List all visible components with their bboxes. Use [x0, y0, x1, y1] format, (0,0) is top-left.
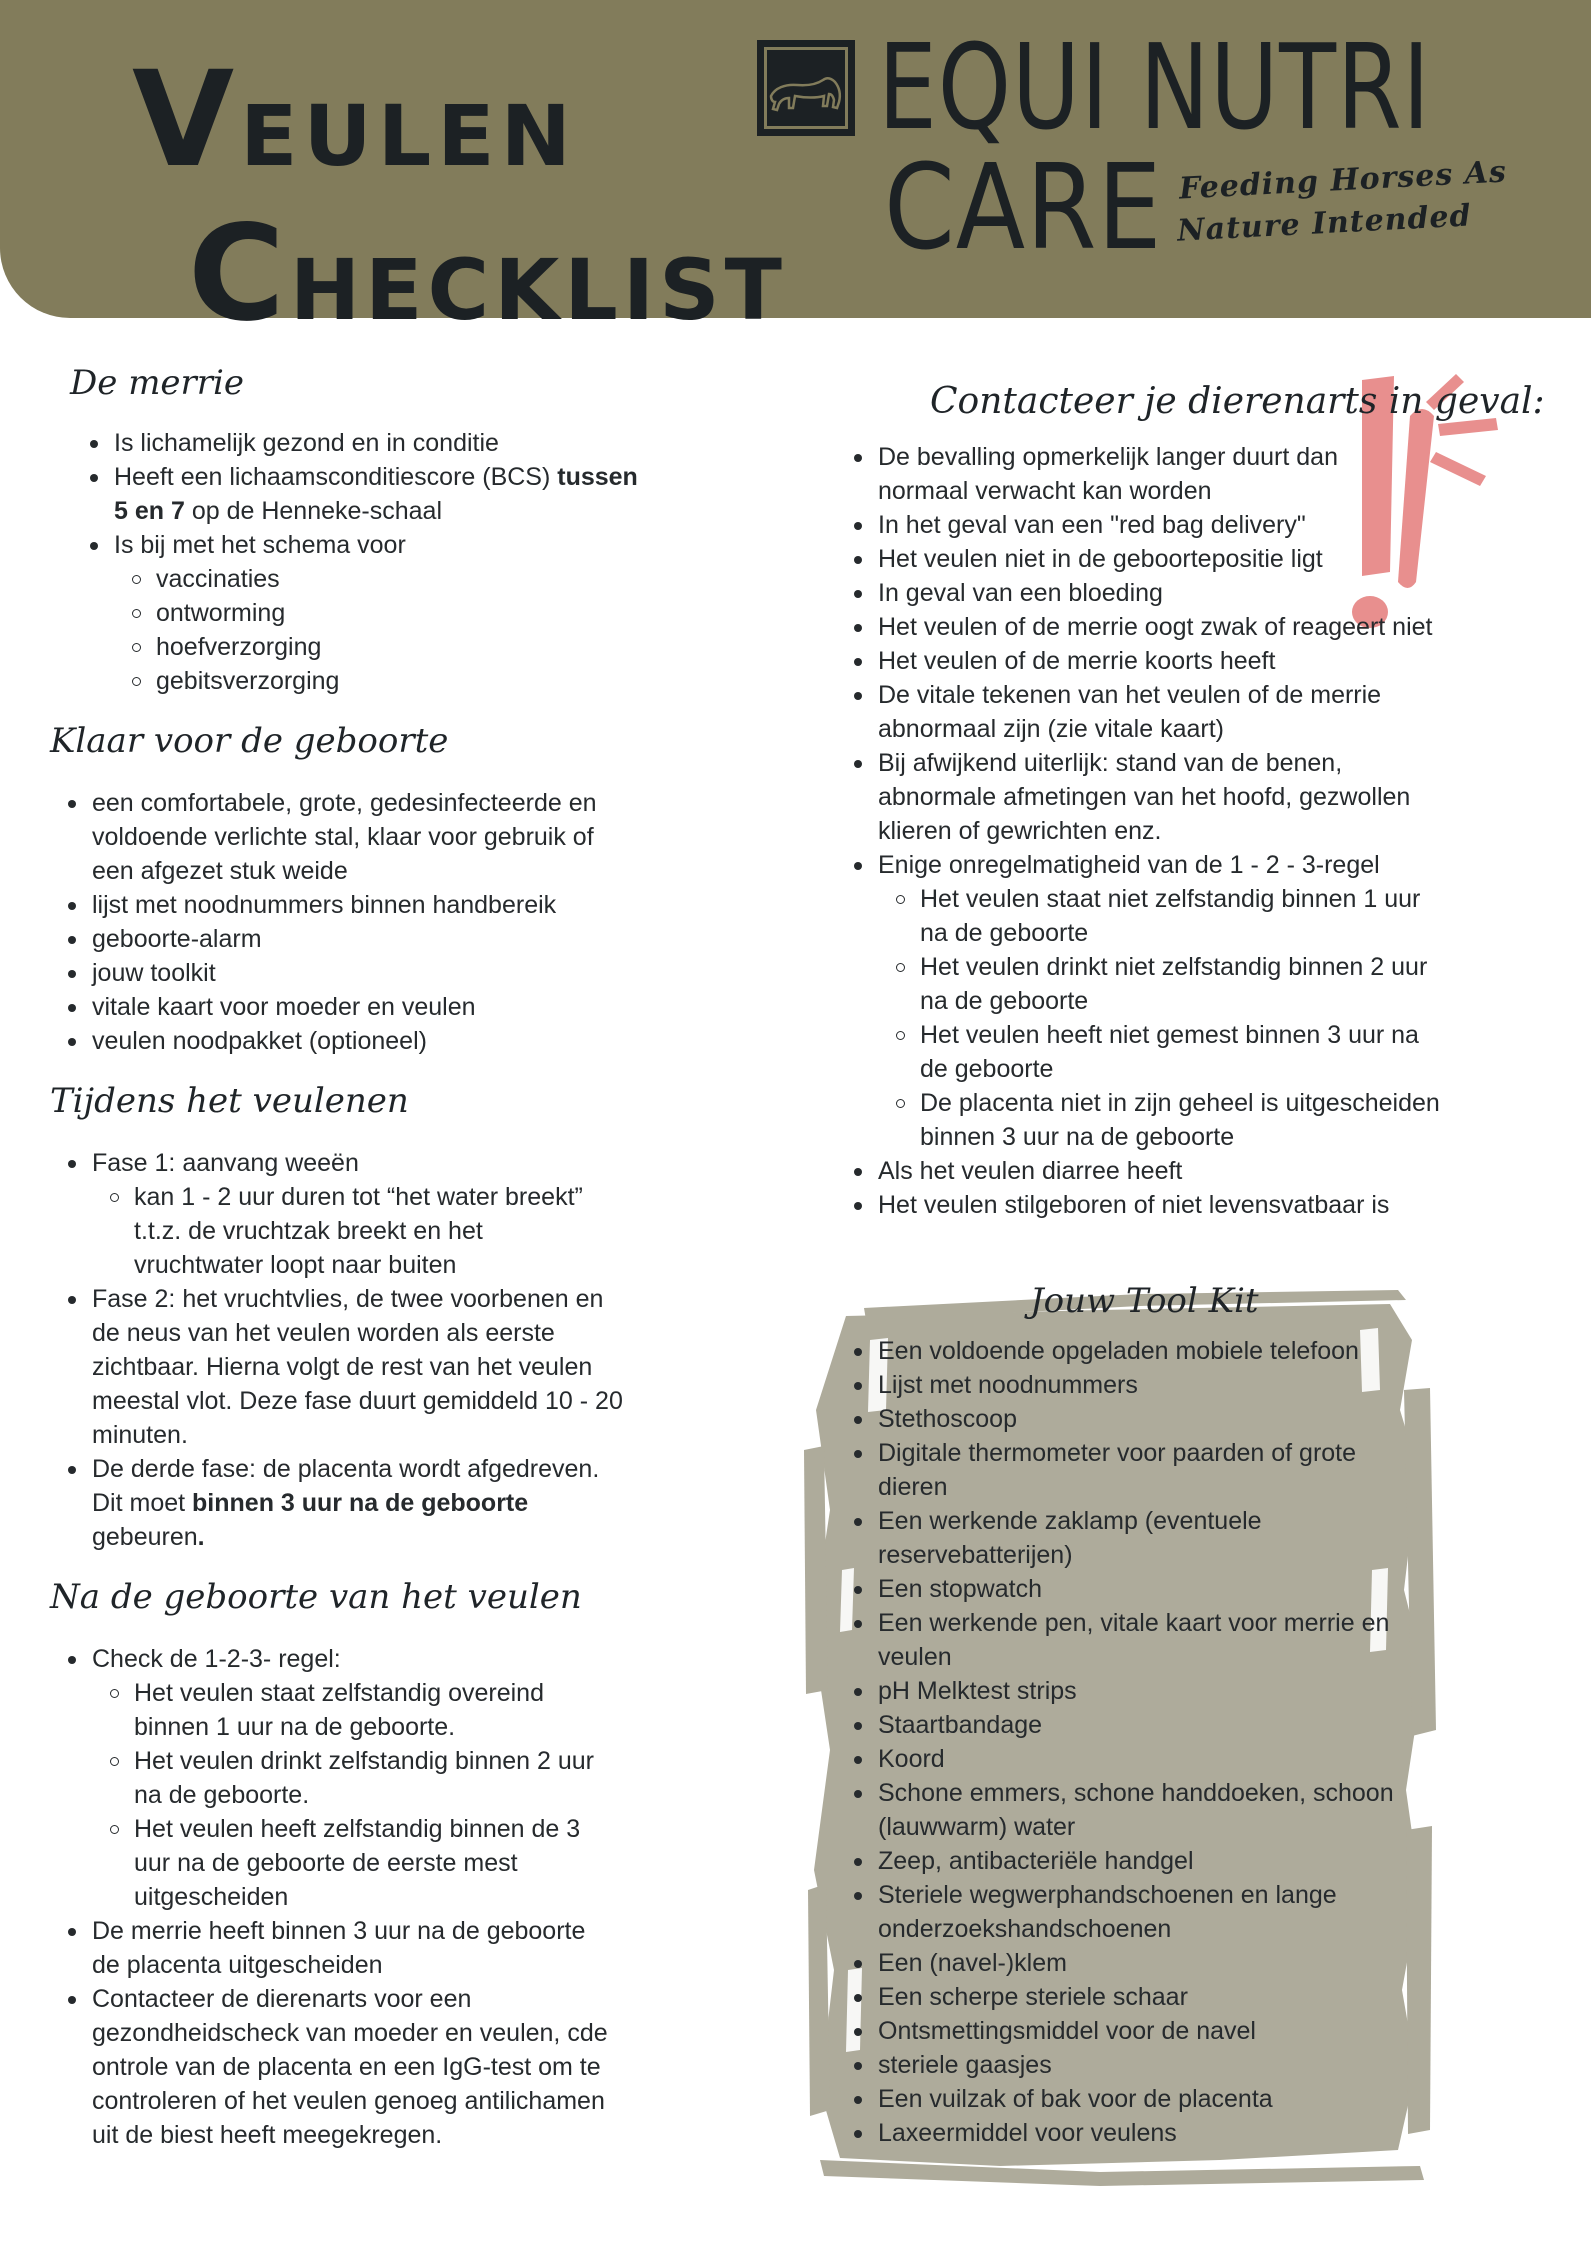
list-item: Check de 1-2-3- regel:: [50, 1642, 608, 1676]
list-item: Een vuilzak of bak voor de placenta: [836, 2082, 1394, 2116]
list-toolkit: [836, 1334, 1394, 2150]
list-item: 5 en 7 op de Henneke-schaal: [114, 497, 442, 525]
list-item: Contacteer de dierenarts voor een: [50, 1982, 608, 2016]
list-item: lijst met noodnummers binnen handbereik: [50, 888, 597, 922]
list-item: Digitale thermometer voor paarden of grote: [836, 1436, 1394, 1470]
list-item: Fase 2: het vruchtvlies, de twee voorbenen en: [50, 1282, 623, 1316]
list-item: voldoende verlichte stal, klaar voor gebruik of: [92, 823, 594, 851]
brand-name-line2: CARE: [884, 138, 1163, 276]
list-item: geboorte-alarm: [50, 922, 597, 956]
section-heading-merrie: De merrie: [70, 363, 245, 403]
list-item: hoefverzorging: [72, 630, 638, 664]
list-item: Het veulen of de merrie oogt zwak of reageert niet: [836, 610, 1440, 644]
list-item: Staartbandage: [836, 1708, 1394, 1742]
list-item: Heeft een lichaamsconditiescore (BCS) tussen: [72, 460, 638, 494]
list-item: Het veulen staat zelfstandig overeind: [50, 1676, 608, 1710]
list-item: gezondheidscheck van moeder en veulen, cde: [92, 2019, 608, 2047]
list-item: klieren of gewrichten enz.: [878, 817, 1162, 845]
list-item: In het geval van een "red bag delivery": [836, 508, 1440, 542]
list-item: jouw toolkit: [50, 956, 597, 990]
list-item: Schone emmers, schone handdoeken, schoon: [836, 1776, 1394, 1810]
list-item: Enige onregelmatigheid van de 1 - 2 - 3-regel: [836, 848, 1440, 882]
list-merrie: [72, 426, 638, 698]
list-item: na de geboorte: [920, 919, 1089, 947]
list-item: Is bij met het schema voor: [72, 528, 638, 562]
list-item: ontworming: [72, 596, 638, 630]
list-item: Als het veulen diarree heeft: [836, 1154, 1440, 1188]
list-item: t.t.z. de vruchtzak breekt en het: [134, 1217, 483, 1245]
list-item: Laxeermiddel voor veulens: [836, 2116, 1394, 2150]
list-item: Koord: [836, 1742, 1394, 1776]
list-item: uit de biest heeft meegekregen.: [92, 2121, 443, 2149]
list-item: Een stopwatch: [836, 1572, 1394, 1606]
list-item: vruchtwater loopt naar buiten: [134, 1251, 457, 1279]
list-item: binnen 1 uur na de geboorte.: [134, 1713, 456, 1741]
page-title: VEULEN CHECKLIST: [132, 43, 787, 351]
list-item: Het veulen of de merrie koorts heeft: [836, 644, 1440, 678]
list-tijdens: [50, 1146, 623, 1554]
list-item: Het veulen heeft niet gemest binnen 3 uur na: [836, 1018, 1440, 1052]
list-item: gebitsverzorging: [72, 664, 638, 698]
list-item: Dit moet binnen 3 uur na de geboorte: [92, 1489, 529, 1517]
list-item: een comfortabele, grote, gedesinfecteerde en: [50, 786, 597, 820]
list-item: steriele gaasjes: [836, 2048, 1394, 2082]
list-item: Een (navel-)klem: [836, 1946, 1394, 1980]
list-item: Een voldoende opgeladen mobiele telefoon: [836, 1334, 1394, 1368]
list-item: Bij afwijkend uiterlijk: stand van de benen,: [836, 746, 1440, 780]
section-heading-na: Na de geboorte van het veulen: [50, 1577, 582, 1617]
list-item: De derde fase: de placenta wordt afgedreven.: [50, 1452, 623, 1486]
list-item: Het veulen stilgeboren of niet levensvatbaar is: [836, 1188, 1440, 1222]
list-item: Een scherpe steriele schaar: [836, 1980, 1394, 2014]
list-contact: [836, 440, 1440, 1222]
list-item: Het veulen niet in de geboortepositie ligt: [836, 542, 1440, 576]
list-item: vaccinaties: [72, 562, 638, 596]
brand-name-line1: EQUI NUTRI: [878, 18, 1431, 156]
list-item: (lauwwarm) water: [878, 1813, 1076, 1841]
list-item: gebeuren.: [92, 1523, 205, 1551]
list-item: uur na de geboorte de eerste mest: [134, 1849, 518, 1877]
list-item: Een werkende pen, vitale kaart voor merrie en: [836, 1606, 1394, 1640]
list-item: veulen: [878, 1643, 952, 1671]
list-item: Het veulen drinkt niet zelfstandig binnen 2 uur: [836, 950, 1440, 984]
list-item: Het veulen drinkt zelfstandig binnen 2 uur: [50, 1744, 608, 1778]
list-item: binnen 3 uur na de geboorte: [920, 1123, 1235, 1151]
list-item: onderzoekshandschoenen: [878, 1915, 1172, 1943]
list-item: De bevalling opmerkelijk langer duurt dan: [836, 440, 1440, 474]
list-item: vitale kaart voor moeder en veulen: [50, 990, 597, 1024]
list-item: controleren of het veulen genoeg antilichamen: [92, 2087, 605, 2115]
list-item: kan 1 - 2 uur duren tot “het water breekt”: [50, 1180, 623, 1214]
list-item: De placenta niet in zijn geheel is uitgescheiden: [836, 1086, 1440, 1120]
list-item: dieren: [878, 1473, 948, 1501]
list-item: de geboorte: [920, 1055, 1054, 1083]
list-item: veulen noodpakket (optioneel): [50, 1024, 597, 1058]
list-item: na de geboorte: [920, 987, 1089, 1015]
list-na: [50, 1642, 608, 2152]
list-item: reservebatterijen): [878, 1541, 1073, 1569]
list-item: Ontsmettingsmiddel voor de navel: [836, 2014, 1394, 2048]
section-heading-tijdens: Tijdens het veulenen: [50, 1081, 409, 1121]
list-item: de neus van het veulen worden als eerste: [92, 1319, 555, 1347]
list-klaar: [50, 786, 597, 1058]
list-item: In geval van een bloeding: [836, 576, 1440, 610]
list-item: Fase 1: aanvang weeën: [50, 1146, 623, 1180]
list-item: De merrie heeft binnen 3 uur na de geboorte: [50, 1914, 608, 1948]
list-item: Zeep, antibacteriële handgel: [836, 1844, 1394, 1878]
list-item: ontrole van de placenta en een IgG-test om te: [92, 2053, 601, 2081]
list-item: Steriele wegwerphandschoenen en lange: [836, 1878, 1394, 1912]
list-item: Het veulen heeft zelfstandig binnen de 3: [50, 1812, 608, 1846]
list-item: De vitale tekenen van het veulen of de merrie: [836, 678, 1440, 712]
list-item: abnormaal zijn (zie vitale kaart): [878, 715, 1224, 743]
list-item: na de geboorte.: [134, 1781, 310, 1809]
list-item: uitgescheiden: [134, 1883, 289, 1911]
list-item: Stethoscoop: [836, 1402, 1394, 1436]
list-item: Een werkende zaklamp (eventuele: [836, 1504, 1394, 1538]
horse-logo-icon: [757, 40, 855, 136]
list-item: Het veulen staat niet zelfstandig binnen 1 uur: [836, 882, 1440, 916]
list-item: een afgezet stuk weide: [92, 857, 348, 885]
list-item: zichtbaar. Hierna volgt de rest van het veulen: [92, 1353, 593, 1381]
list-item: Is lichamelijk gezond en in conditie: [72, 426, 638, 460]
section-heading-toolkit: Jouw Tool Kit: [1030, 1281, 1259, 1321]
list-item: abnormale afmetingen van het hoofd, gezwollen: [878, 783, 1411, 811]
section-heading-klaar: Klaar voor de geboorte: [50, 721, 449, 761]
list-item: de placenta uitgescheiden: [92, 1951, 383, 1979]
list-item: Lijst met noodnummers: [836, 1368, 1394, 1402]
list-item: pH Melktest strips: [836, 1674, 1394, 1708]
section-heading-contact: Contacteer je dierenarts in geval:: [930, 381, 1545, 422]
brand-tagline: Feeding Horses As Nature Intended: [1176, 154, 1508, 249]
list-item: meestal vlot. Deze fase duurt gemiddeld 10 - 20: [92, 1387, 623, 1415]
list-item: minuten.: [92, 1421, 188, 1449]
list-item: normaal verwacht kan worden: [878, 477, 1212, 505]
